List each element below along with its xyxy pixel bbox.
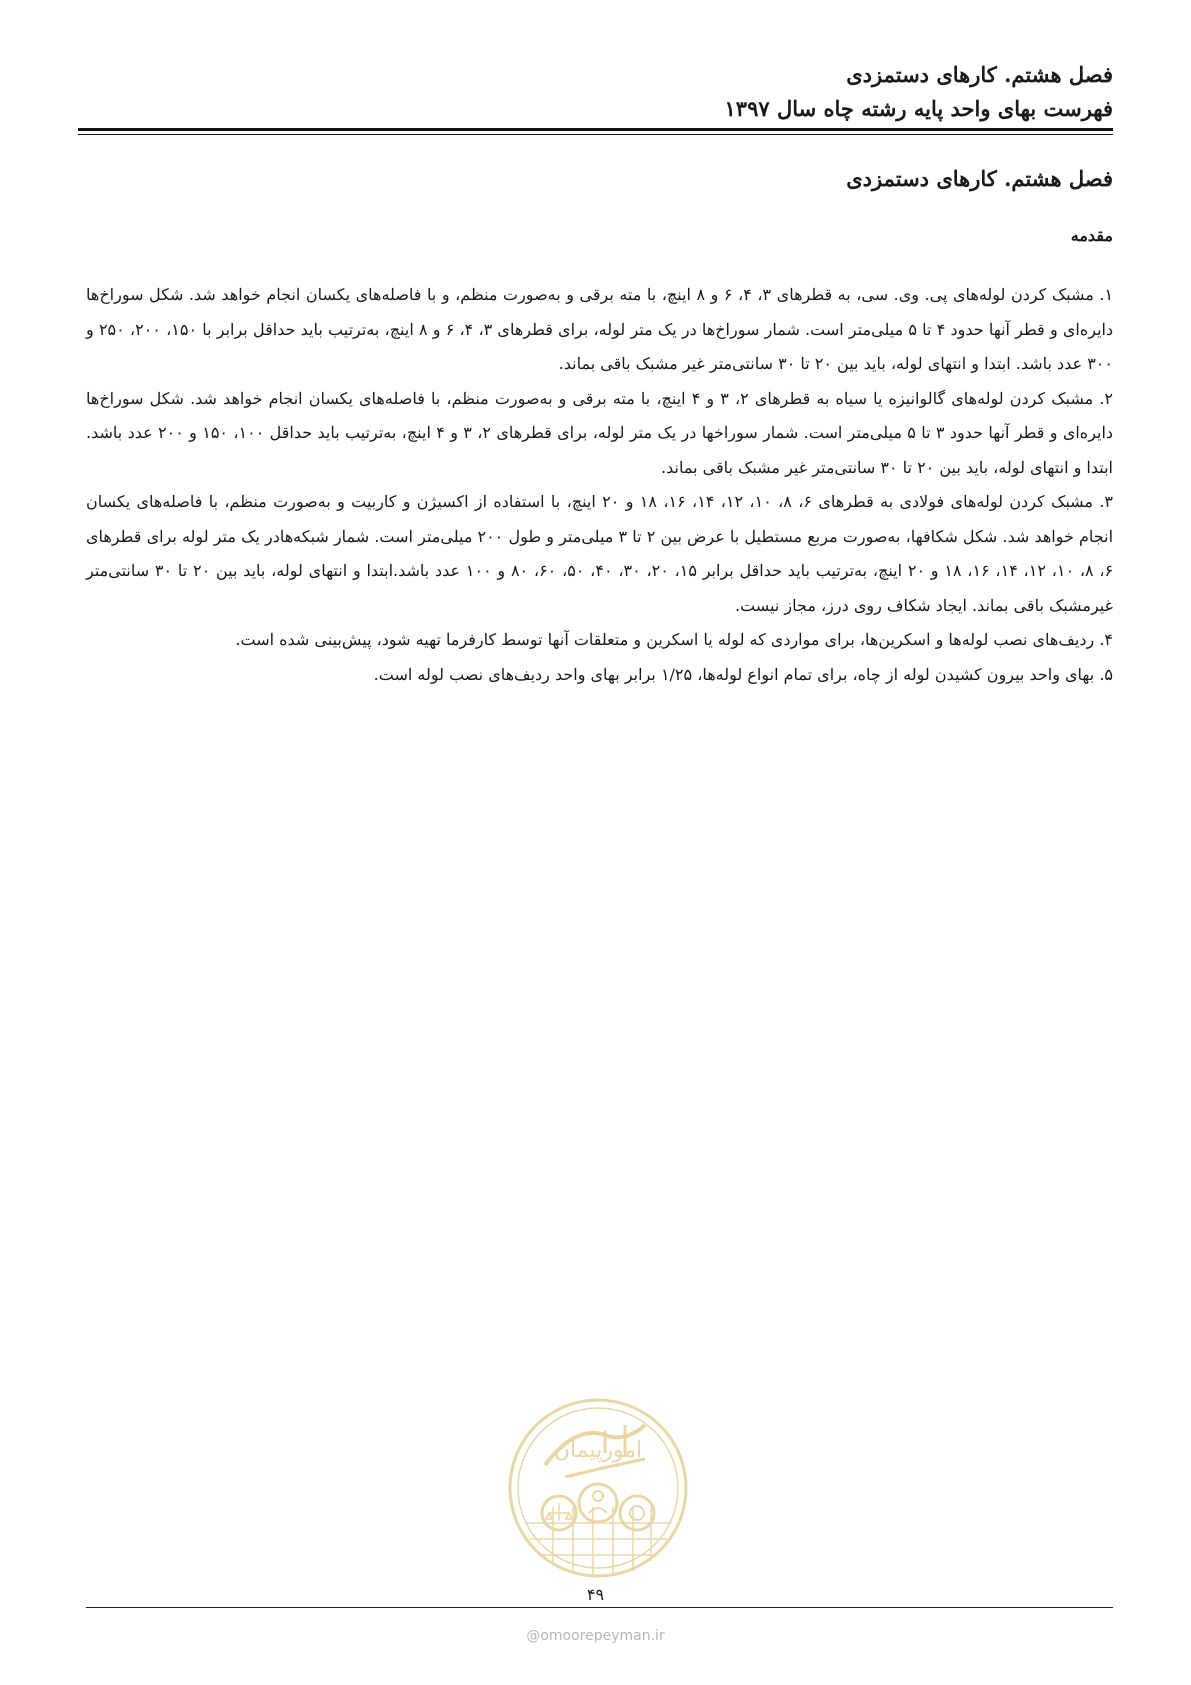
header-chapter: فصل هشتم. کارهای دستمزدی [846,62,1113,87]
paragraph-4: ۴. ردیف‌های نصب لوله‌ها و اسکرین‌ها، برای مواردی که لوله یا اسکرین و متعلقات آنها توسط کارفرما تهیه شود، پیش‌بینی شده است. [235,630,1113,649]
paragraph-3: ۳. مشبک کردن لوله‌های فولادی به قطرهای ۶، ۸، ۱۰، ۱۲، ۱۴، ۱۶، ۱۸ و ۲۰ اینچ، با استفاده از اکسیژن و کاربیت و به‌صورت منظم، با فاصله‌های یکسان انجام خواهد شد. شکل شکافها، به‌صورت مربع مستطیل با عرض بین ۲ تا ۳ میلی‌متر و طول ۲۰۰ میلی‌متر است. شمار شبکه‌هادر یک متر لوله برای قطرهای ۶، ۸، ۱۰، ۱۲، ۱۴، ۱۶، ۱۸ و ۲۰ اینچ، به‌ترتیب باید حداقل برابر ۱۵، ۲۰، ۳۰، ۴۰، ۵۰، ۶۰، ۸۰ و ۱۰۰ عدد باشد.ابتدا و انتهای لوله، باید بین ۲۰ تا ۳۰ سانتی‌متر غیرمشبک باقی بماند. ایجاد شکاف روی درز، مجاز نیست. [86,492,1114,615]
header-rule-thick [78,128,1113,131]
page-number: ۴۹ [586,1585,605,1604]
seal-text: امورپیمان [553,1438,643,1463]
gear-icon [620,1496,654,1530]
chapter-title: فصل هشتم. کارهای دستمزدی [846,166,1113,191]
section-title: مقدمه [1070,226,1113,245]
paragraph-5: ۵. بهای واحد بیرون کشیدن لوله از چاه، برای تمام انواع لوله‌ها، ۱/۲۵ برابر بهای واحد ردیف‌های نصب لوله است. [373,664,1113,684]
seal-outer-ring [510,1400,686,1576]
paragraph-1: ۱. مشبک کردن لوله‌های پی. وی. سی، به قطرهای ۳، ۴، ۶ و ۸ اینچ، با مته برقی و به‌صورت منظم، و با فاصله‌های یکسان انجام خواهد شد. شکل سوراخ‌ها دایره‌ای و قطر آنها حدود ۴ تا ۵ میلی‌متر است. شمار سوراخ‌ها در یک متر لوله، برای قطرهای ۳، ۴، ۶ و ۸ اینچ، به‌ترتیب باید حداقل برابر با ۱۵۰، ۲۰۰، ۲۵۰ و ۳۰۰ عدد باشد. ابتدا و انتهای لوله، باید بین ۲۰ تا ۳۰ سانتی‌متر غیر مشبک باقی بماند. [86,285,1114,373]
running-header [78,58,1113,126]
footer-rule [86,1607,1113,1608]
site-watermark: @omoorepeyman.ir [526,1628,665,1644]
body-text [86,278,1113,692]
watermark-seal [505,1395,691,1581]
header-publication-title: فهرست بهای واحد پایه رشته چاه سال ۱۳۹۷ [724,96,1113,121]
header-rule-thin [78,134,1113,135]
paragraph-2: ۲. مشبک کردن لوله‌های گالوانیزه یا سیاه به قطرهای ۲، ۳ و ۴ اینچ، با مته برقی و به‌صورت منظم، با فاصله‌های یکسان انجام خواهد شد. شکل سوراخ‌ها دایره‌ای و قطر آنها حدود ۳ تا ۵ میلی‌متر است. شمار سوراخها در یک متر لوله، برای قطرهای ۲، ۳ و ۴ اینچ، به‌ترتیب باید حداقل ۱۰۰، ۱۵۰ و ۲۰۰ عدد باشد. ابتدا و انتهای لوله، باید بین ۲۰ تا ۳۰ سانتی‌متر غیر مشبک باقی بماند. [86,388,1114,477]
people-icon [579,1484,617,1522]
